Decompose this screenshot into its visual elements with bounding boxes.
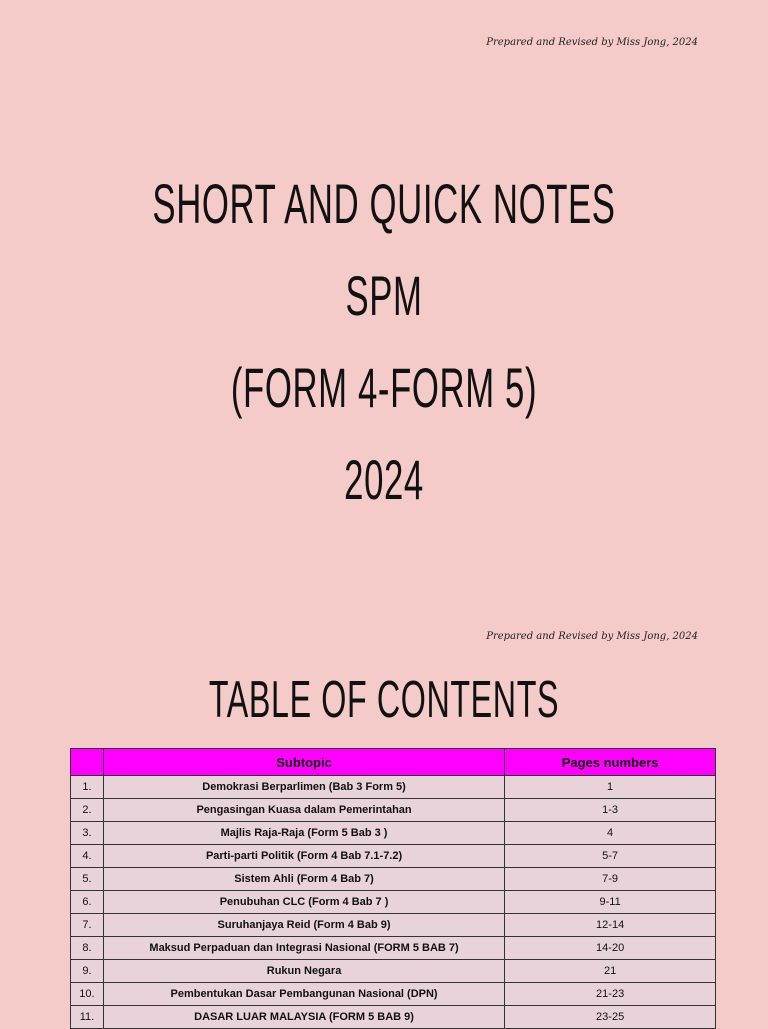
row-subtopic: Sistem Ahli (Form 4 Bab 7)	[103, 868, 504, 891]
table-row	[71, 891, 716, 914]
row-number: 8.	[71, 937, 104, 960]
header-subtopic: Subtopic	[103, 749, 504, 776]
table-row	[71, 845, 716, 868]
table-row	[71, 776, 716, 799]
row-number: 5.	[71, 868, 104, 891]
table-row	[71, 960, 716, 983]
toc-body	[71, 776, 716, 1029]
row-subtopic: Majlis Raja-Raja (Form 5 Bab 3 )	[103, 822, 504, 845]
title-line-3: (FORM 4-FORM 5)	[230, 356, 538, 419]
credit-top: Prepared and Revised by Miss Jong, 2024	[486, 37, 698, 48]
row-pages: 12-14	[505, 914, 716, 937]
row-number: 3.	[71, 822, 104, 845]
toc-heading: TABLE OF CONTENTS	[208, 671, 560, 729]
table-row	[71, 799, 716, 822]
row-subtopic: Maksud Perpaduan dan Integrasi Nasional (FORM 5 BAB 7)	[103, 937, 504, 960]
table-row	[71, 914, 716, 937]
toc-header-row	[71, 749, 716, 776]
row-number: 2.	[71, 799, 104, 822]
row-number: 9.	[71, 960, 104, 983]
row-number: 1.	[71, 776, 104, 799]
row-number: 11.	[71, 1006, 104, 1029]
table-row	[71, 1006, 716, 1029]
table-row	[71, 822, 716, 845]
row-pages: 21-23	[505, 983, 716, 1006]
row-number: 7.	[71, 914, 104, 937]
table-row	[71, 868, 716, 891]
row-subtopic: Demokrasi Berparlimen (Bab 3 Form 5)	[103, 776, 504, 799]
row-pages: 1-3	[505, 799, 716, 822]
row-subtopic: Pengasingan Kuasa dalam Pemerintahan	[103, 799, 504, 822]
toc-table	[70, 748, 716, 1029]
row-subtopic: Penubuhan CLC (Form 4 Bab 7 )	[103, 891, 504, 914]
row-pages: 9-11	[505, 891, 716, 914]
row-pages: 5-7	[505, 845, 716, 868]
table-row	[71, 937, 716, 960]
row-pages: 21	[505, 960, 716, 983]
header-pages: Pages numbers	[505, 749, 716, 776]
row-pages: 14-20	[505, 937, 716, 960]
header-no	[71, 749, 104, 776]
cover-title	[0, 158, 768, 526]
row-pages: 1	[505, 776, 716, 799]
row-subtopic: Parti-parti Politik (Form 4 Bab 7.1-7.2)	[103, 845, 504, 868]
row-pages: 4	[505, 822, 716, 845]
title-line-1: SHORT AND QUICK NOTES	[152, 172, 616, 235]
row-number: 6.	[71, 891, 104, 914]
row-number: 10.	[71, 983, 104, 1006]
row-subtopic: Pembentukan Dasar Pembangunan Nasional (DPN)	[103, 983, 504, 1006]
row-pages: 23-25	[505, 1006, 716, 1029]
row-subtopic: DASAR LUAR MALAYSIA (FORM 5 BAB 9)	[103, 1006, 504, 1029]
title-line-4: 2024	[344, 448, 424, 511]
table-row	[71, 983, 716, 1006]
row-number: 4.	[71, 845, 104, 868]
row-pages: 7-9	[505, 868, 716, 891]
credit-mid: Prepared and Revised by Miss Jong, 2024	[486, 631, 698, 642]
row-subtopic: Rukun Negara	[103, 960, 504, 983]
row-subtopic: Suruhanjaya Reid (Form 4 Bab 9)	[103, 914, 504, 937]
title-line-2: SPM	[345, 264, 423, 327]
